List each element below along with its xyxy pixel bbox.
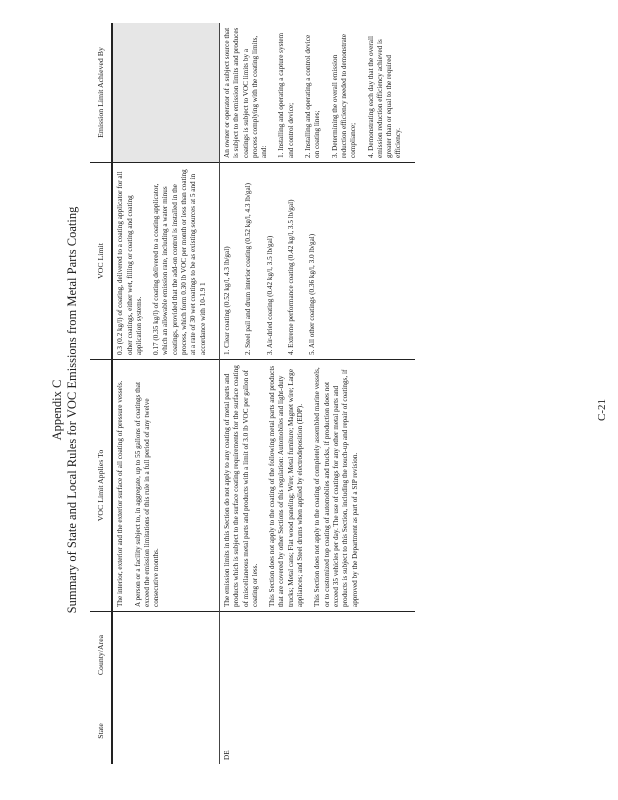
- emission-text: 4. Demonstrating each day that the overall emission reduction efficiency achieved is greater than or equal to the required efficiency.: [366, 36, 403, 158]
- header-emission: Emission Limit Achieved By: [90, 23, 112, 163]
- cell-applies: [112, 360, 219, 612]
- applies-text: This Section does not apply to the coating of completely assembled marine vessels, or to customized top coating of automobiles and trucks, if production does not exceed 35 vehicles per day. The use of coatings for any other metal parts and products is subject to this Section, including the touch-up and repair of coatings, if approved by the Department as part of a SIP revision.: [313, 367, 359, 607]
- cell-county: [219, 612, 414, 699]
- appendix-title: Appendix C: [50, 379, 64, 441]
- cell-emission: [112, 23, 219, 163]
- cell-state: DE: [222, 750, 231, 760]
- limit-text: 0.3 (0.2 kg/l) of coating, delivered to a coating applicator for all other coatings, either wet, filling or coating and coating application systems.: [116, 171, 143, 355]
- emission-text: 1. Installing and operating a capture system and control device;: [277, 32, 295, 158]
- table-row: [219, 23, 414, 764]
- rotated-page: [50, 27, 610, 770]
- limit-item: 5. All other coatings (0.36 kg/l, 3.0 lb/gal): [308, 233, 317, 355]
- page-number: C-21: [596, 399, 608, 421]
- emission-text: 2. Installing and operating a control device on coating lines;: [304, 34, 322, 158]
- header-row: [90, 23, 112, 764]
- header-applies: VOC Limit Applies To: [90, 360, 112, 612]
- table-row: [112, 23, 219, 764]
- header-limit: VOC Limit: [90, 163, 112, 360]
- summary-title: Summary of State and Local Rules for VOC Emissions from Metal Parts Coating: [65, 206, 79, 614]
- applies-text: A person or a facility subject to, in aggregate, up to 55 gallons of coatings that exceed the emission limitations of this rule in a full period of any twelve consecutive months.: [133, 382, 161, 607]
- applies-text: The emission limits in this Section do not apply to any coating of metal parts and products which is subject to the surface coating requirements for the surface coating of miscellaneous metal parts and products with a limit of 3.0 lb VOC per gallon of coating or less.: [222, 365, 259, 607]
- emission-text: 3. Determining the overall emission reduction efficiency needed to demonstrate compliance;: [330, 34, 358, 158]
- limit-item: 1. Clear coating (0.52 kg/l, 4.3 lb/gal): [222, 246, 231, 355]
- cell-state: [112, 698, 219, 764]
- limit-item: 4. Extreme performance coating (0.42 kg/l, 3.5 lb/gal): [286, 199, 295, 355]
- rules-table: [90, 23, 415, 764]
- limit-item: 2. Steel pail and drum interior coating (0.52 kg/l, 4.3 lb/gal): [244, 182, 253, 355]
- emission-text: An owner or operator of a subject source that is subject to the emission limits and produces coatings is subject to VOC limits by a process complying with the coating limits, and:: [222, 27, 269, 158]
- applies-text: This Section does not apply to the coating of the following metal parts and products that are covered by other Sections of this regulation: Automobiles and light-duty trucks; Metal cans; Flat wood paneling; Wire; Metal furniture; Magnet wire; Large appliances; and Steel drums when applied by electrodeposition (EDP).: [268, 365, 305, 607]
- header-county: County/Area: [90, 612, 112, 699]
- applies-text: The interior, exterior and the exterior surface of all coating of pressure vessels.: [116, 380, 125, 607]
- cell-county: [112, 612, 219, 699]
- title-block: [50, 50, 80, 770]
- cell-limit: [112, 163, 219, 360]
- limit-text: 0.17 (0.35 kg/l) of coating delivered to a coating applicator, which an allowable emission rate, including a water minus coatings, provided that the add-on control is installed in the process, which form 0.30 lb VOC per month or less than coating at a rate of 30 wet coatings to be as existing sources at 5 and in accordance with 10-1.9 1: [152, 169, 207, 355]
- cell-applies: [219, 360, 414, 612]
- limit-item: 3. Air-dried coating (0.42 kg/l, 3.5 lb/gal): [265, 235, 274, 355]
- header-state: State: [90, 698, 112, 764]
- cell-emission: [219, 23, 414, 163]
- cell-limit: [219, 163, 414, 360]
